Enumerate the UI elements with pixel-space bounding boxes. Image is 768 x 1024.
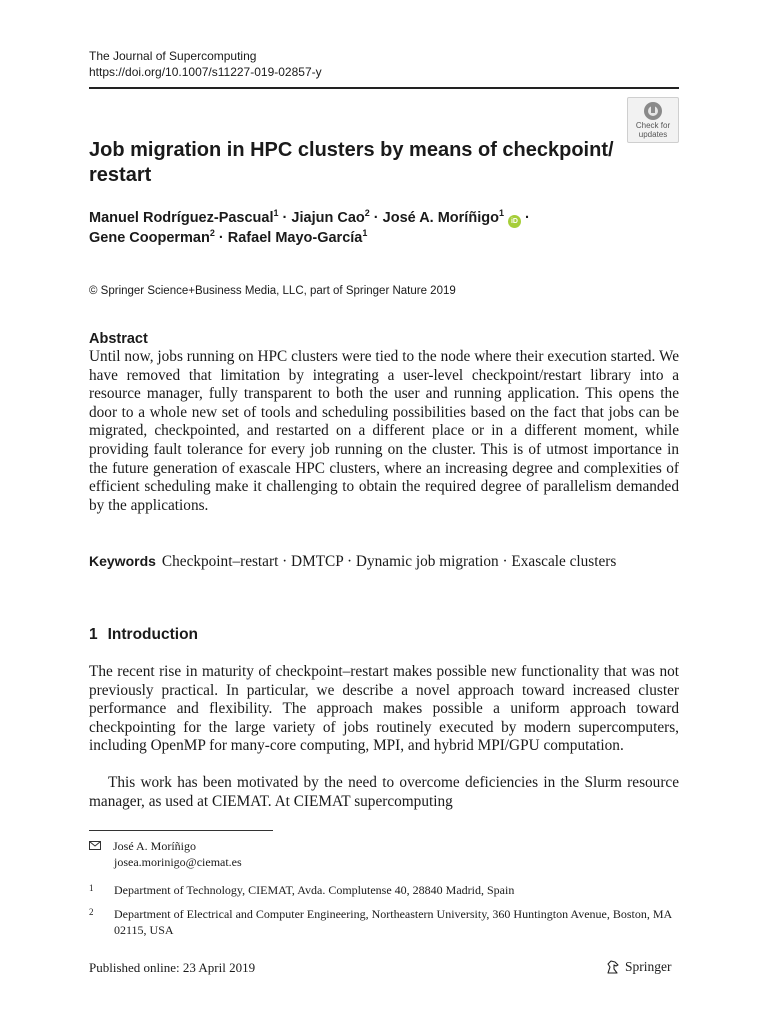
author-affiliation-mark: 1 xyxy=(362,228,368,238)
abstract-heading: Abstract xyxy=(89,331,148,347)
journal-name: The Journal of Supercomputing xyxy=(89,49,257,63)
correspondence-footnote xyxy=(89,838,242,870)
badge-line-1: Check for xyxy=(635,121,671,130)
author-name[interactable]: Manuel Rodríguez-Pascual xyxy=(89,210,274,226)
author-separator: · xyxy=(214,230,228,246)
section-heading xyxy=(89,625,198,645)
keywords-label: Keywords xyxy=(89,553,156,569)
author-list xyxy=(89,208,689,248)
journal-header xyxy=(89,48,322,80)
copyright-notice: © Springer Science+Business Media, LLC, part of Springer Nature 2019 xyxy=(89,285,456,297)
correspondence-email[interactable]: josea.morinigo@ciemat.es xyxy=(114,855,242,869)
author-affiliation-mark: 2 xyxy=(364,208,370,218)
author-affiliation-mark: 1 xyxy=(498,208,504,218)
author-name[interactable]: Rafael Mayo-García xyxy=(227,230,363,246)
section-number: 1 xyxy=(89,626,98,643)
title-line-1: Job migration in HPC clusters by means of checkpoint/ xyxy=(89,139,614,161)
author-name[interactable]: Gene Cooperman xyxy=(89,230,210,246)
correspondence-name: José A. Moríñigo xyxy=(113,839,197,853)
author-affiliation-mark: 2 xyxy=(209,228,215,238)
published-date: Published online: 23 April 2019 xyxy=(89,960,256,975)
badge-line-2: updates xyxy=(638,130,668,139)
orcid-icon[interactable]: iD xyxy=(508,215,521,228)
crossmark-icon xyxy=(642,101,664,121)
author-separator: · xyxy=(520,210,530,226)
affiliation-mark: 1 xyxy=(89,883,94,893)
author-name[interactable]: José A. Moríñigo xyxy=(382,210,499,226)
check-for-updates-badge[interactable] xyxy=(627,97,679,143)
intro-paragraph-2: This work has been motivated by the need to overcome deficiencies in the Slurm resource manager, as used at CIEMAT. At CIEMAT supercomputing xyxy=(89,774,679,810)
footnote-rule xyxy=(89,830,273,831)
affiliation-footnote xyxy=(89,882,679,898)
abstract-text: Until now, jobs running on HPC clusters were tied to the node where their execution started. We have removed that limitation by integrating a user-level checkpoint/restart library into a resource manager, fully transparent to both the user and running application. This opens the door to a whole new set of tools and scheduling possibilities based on the fact that jobs can be migrated, checkpointed, and restarted on a different place or in a different moment, while providing fault tolerance for every job running on the cluster. This is of utmost importance in the future generation of exascale HPC clusters, where an increasing degree and complexities of efficient scheduling make it challenging to obtain the required degree of parallelism demanded by the applications. xyxy=(89,348,679,514)
publisher-name: Springer xyxy=(625,959,672,974)
affiliation-text: Department of Electrical and Computer Engineering, Northeastern University, 360 Huntington Avenue, Boston, MA 02115, USA xyxy=(114,907,672,937)
affiliation-text: Department of Technology, CIEMAT, Avda. Complutense 40, 28840 Madrid, Spain xyxy=(114,883,515,897)
keywords-text: Checkpoint–restart · DMTCP · Dynamic job migration · Exascale clusters xyxy=(161,553,617,570)
author-separator: · xyxy=(369,210,383,226)
section-title: Introduction xyxy=(107,626,199,643)
title-line-2: restart xyxy=(89,164,152,186)
affiliation-footnote xyxy=(89,906,679,938)
doi-link[interactable]: https://doi.org/10.1007/s11227-019-02857-y xyxy=(89,65,322,79)
author-affiliation-mark: 1 xyxy=(273,208,279,218)
header-rule xyxy=(89,87,679,89)
intro-paragraph-1: The recent rise in maturity of checkpoint–restart makes possible new functionality that was not previously practical. In particular, we describe a novel approach toward increased cluster performance and flexibility. The approach makes possible a uniform approach toward checkpointing for the large variety of jobs routinely executed by modern supercomputers, including OpenMP for many-core computing, MPI, and hybrid MPI/GPU computation. xyxy=(89,663,679,755)
envelope-icon xyxy=(89,841,101,850)
affiliation-mark: 2 xyxy=(89,907,94,917)
keywords xyxy=(89,552,679,572)
author-separator: · xyxy=(278,210,292,226)
paper-title xyxy=(89,138,649,188)
publisher-logo xyxy=(605,958,672,976)
author-name[interactable]: Jiajun Cao xyxy=(291,210,365,226)
springer-horse-icon xyxy=(605,959,621,975)
